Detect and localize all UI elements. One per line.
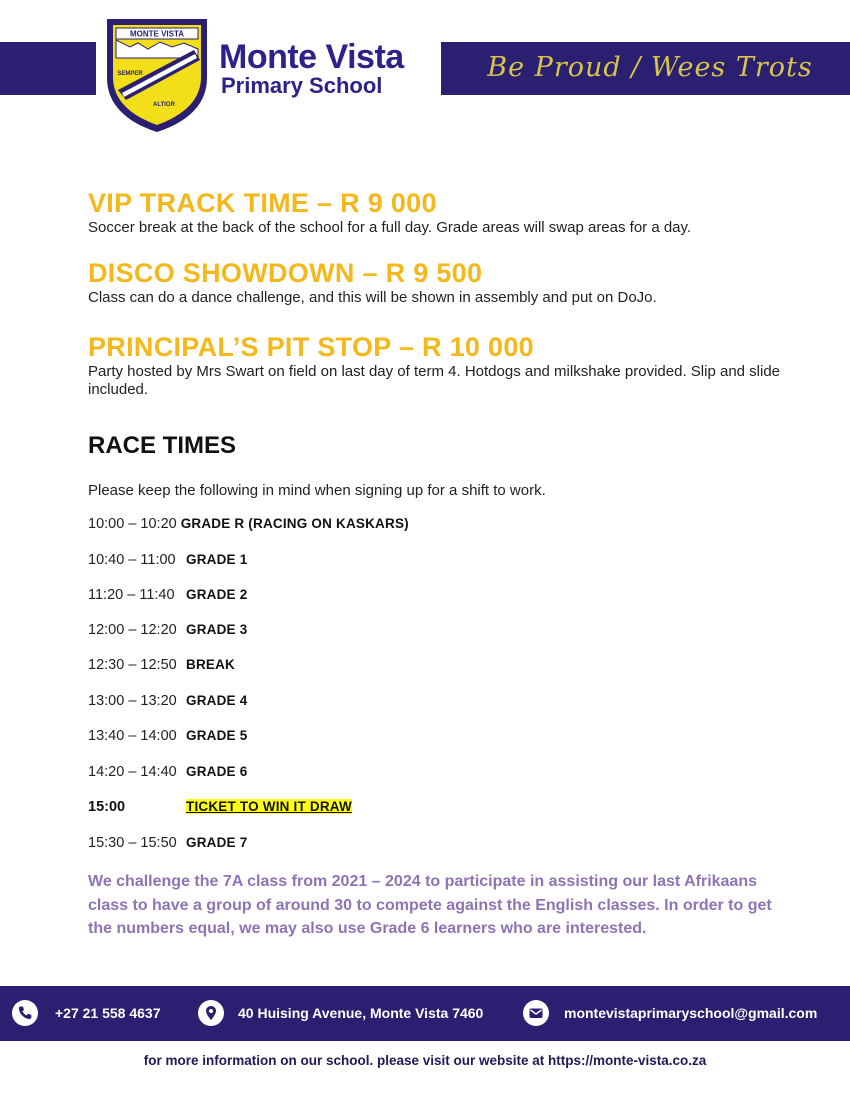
slot-time: 10:00 – 10:20 [88, 516, 177, 532]
reward-disco-showdown [88, 257, 788, 307]
slot-time: 15:00 [88, 799, 126, 815]
reward-description: Class can do a dance challenge, and this will be shown in assembly and put on DoJo. [88, 289, 657, 306]
challenge-paragraph: We challenge the 7A class from 2021 – 2024 to participate in assisting our last Afrikaans class to have a group of around 30 to compete against the English classes. In order to get the numbers equal, we may also use Grade 6 learners who are interested. [88, 873, 772, 937]
race-slot [88, 514, 409, 534]
school-crest-logo [104, 16, 210, 134]
footer-phone[interactable]: +27 21 558 4637 [55, 1005, 161, 1021]
school-name-line1: Monte Vista [219, 38, 404, 76]
reward-title: PRINCIPAL’S PIT STOP – R 10 000 [88, 332, 534, 362]
footer-address: 40 Huising Avenue, Monte Vista 7460 [238, 1005, 484, 1021]
slot-label-highlighted: TICKET TO WIN IT DRAW [186, 799, 352, 814]
slot-label: GRADE 1 [186, 552, 248, 567]
slot-label: GRADE 6 [186, 764, 248, 779]
reward-title: DISCO SHOWDOWN – R 9 500 [88, 258, 483, 288]
crest-banner-text: MONTE VISTA [129, 29, 185, 39]
reward-description: Soccer break at the back of the school for a full day. Grade areas will swap areas for a day. [88, 219, 692, 236]
race-slot [88, 585, 247, 605]
race-slot [88, 620, 247, 640]
footer-email[interactable]: montevistaprimaryschool@gmail.com [564, 1005, 818, 1021]
slot-label: BREAK [186, 657, 236, 672]
slot-time: 10:40 – 11:00 [88, 552, 176, 568]
slot-time: 12:30 – 12:50 [88, 657, 177, 673]
race-slot [88, 550, 247, 570]
header-bar-left [0, 42, 96, 95]
race-slot [88, 726, 247, 746]
email-icon [523, 1000, 549, 1026]
race-times-heading: RACE TIMES [88, 432, 237, 459]
race-slot-ticket-draw [88, 797, 352, 817]
footer-website-note[interactable]: for more information on our school. please visit our website at https://monte-vista.co.za [143, 1053, 707, 1068]
reward-description: Party hosted by Mrs Swart on field on last day of term 4. Hotdogs and milkshake provided. Slip and slide included. [88, 363, 781, 398]
slot-time: 15:30 – 15:50 [88, 835, 177, 851]
slot-label: GRADE R (RACING ON KASKARS) [180, 516, 409, 531]
reward-title: VIP TRACK TIME – R 9 000 [88, 188, 437, 218]
school-name [219, 40, 404, 97]
phone-icon [12, 1000, 38, 1026]
school-name-line2: Primary School [221, 73, 383, 98]
race-slot [88, 691, 247, 711]
race-times-intro: Please keep the following in mind when signing up for a shift to work. [88, 482, 546, 499]
race-slot [88, 833, 247, 853]
school-motto: Be Proud / Wees Trots [487, 52, 813, 83]
slot-time: 12:00 – 12:20 [88, 622, 177, 638]
slot-time: 14:20 – 14:40 [88, 764, 177, 780]
reward-principals-pit-stop [88, 331, 788, 399]
slot-label: GRADE 2 [186, 587, 248, 602]
crest-bottom-text: ALTIOR [153, 102, 175, 108]
slot-time: 13:40 – 14:00 [88, 728, 177, 744]
slot-label: GRADE 5 [186, 728, 248, 743]
race-slot [88, 762, 247, 782]
slot-label: GRADE 7 [186, 835, 248, 850]
reward-vip-track-time [88, 187, 788, 237]
slot-time: 13:00 – 13:20 [88, 693, 177, 709]
race-slot [88, 655, 235, 675]
slot-label: GRADE 4 [186, 693, 248, 708]
slot-label: GRADE 3 [186, 622, 248, 637]
crest-left-text: SEMPER [117, 71, 143, 77]
location-pin-icon [198, 1000, 224, 1026]
slot-time: 11:20 – 11:40 [88, 587, 175, 603]
